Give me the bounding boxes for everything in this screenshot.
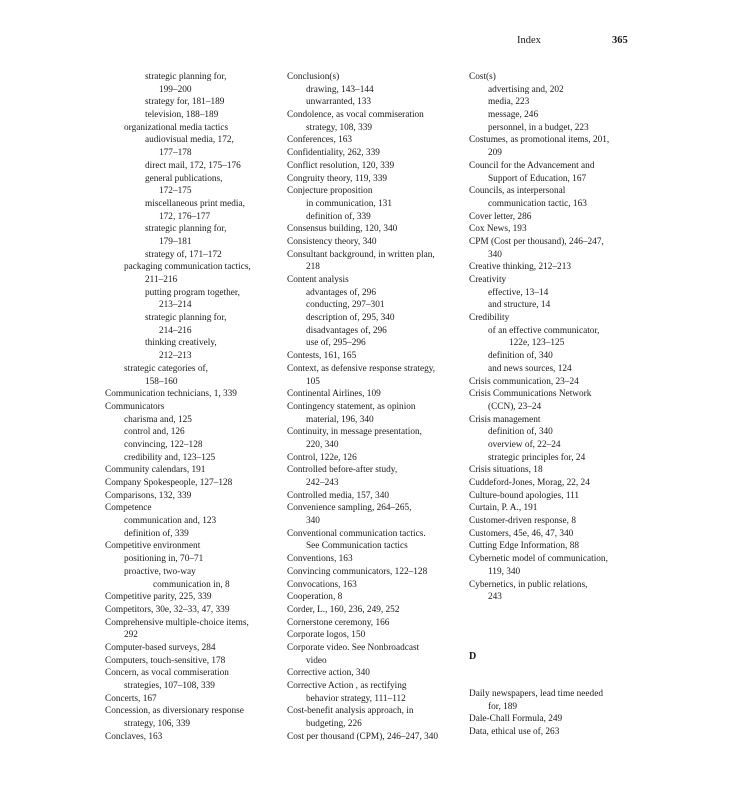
page-number: 365 — [612, 35, 628, 46]
index-entry: drawing, 143–144 — [306, 84, 374, 95]
page-header — [0, 35, 735, 49]
section-letter-d: D — [469, 651, 477, 662]
index-entry: 172, 176–177 — [159, 211, 211, 222]
index-entry: charisma and, 125 — [124, 414, 192, 425]
index-entry: strategic principles for, 24 — [488, 452, 586, 463]
index-entry: 213–214 — [159, 300, 192, 311]
index-entry: budgeting, 226 — [306, 719, 362, 730]
index-entry: Continental Airlines, 109 — [287, 389, 381, 400]
index-entry: Competitive parity, 225, 339 — [105, 592, 212, 603]
index-entry: audiovisual media, 172, — [145, 135, 234, 146]
index-entry: Concerts, 167 — [105, 693, 157, 704]
index-entry: 199–200 — [159, 84, 192, 95]
index-entry: strategic planning for, — [145, 313, 227, 324]
index-entry: 292 — [124, 630, 138, 641]
index-entry: general publications, — [145, 173, 223, 184]
index-entry: Conventions, 163 — [287, 554, 353, 565]
index-entry: Comparisons, 132, 339 — [105, 490, 192, 501]
index-entry: Costumes, as promotional items, 201, — [469, 135, 610, 146]
index-entry: credibility and, 123–125 — [124, 452, 216, 463]
index-entry: Crisis Communications Network — [469, 389, 592, 400]
index-entry: Cox News, 193 — [469, 224, 527, 235]
index-entry: organizational media tactics — [124, 122, 229, 133]
index-entry: Creative thinking, 212–213 — [469, 262, 571, 273]
index-entry: proactive, two-way — [124, 566, 196, 577]
index-entry: Cost-benefit analysis approach, in — [287, 706, 414, 717]
index-entry: Community calendars, 191 — [105, 465, 206, 476]
index-entry: 177–178 — [159, 148, 192, 159]
index-entry: strategy for, 181–189 — [145, 97, 225, 108]
index-entry: strategic planning for, — [145, 72, 227, 82]
index-entry: Contests, 161, 165 — [287, 351, 357, 362]
index-entry: communication and, 123 — [124, 516, 217, 527]
index-entry: Corrective action, 340 — [287, 668, 370, 679]
index-entry: message, 246 — [488, 110, 539, 121]
index-entry: Conferences, 163 — [287, 135, 353, 146]
index-column-3 — [469, 71, 641, 604]
index-column-3-section-d — [469, 688, 641, 739]
index-entry: personnel, in a budget, 223 — [488, 122, 589, 133]
index-entry: Curtain, P. A., 191 — [469, 503, 538, 514]
index-entry: Conventional communication tactics. — [287, 528, 426, 539]
index-column-1 — [105, 71, 273, 743]
index-entry: strategies, 107–108, 339 — [124, 681, 215, 691]
index-entry: Crisis situations, 18 — [469, 465, 543, 476]
index-entry: overview of, 22–24 — [488, 439, 561, 450]
index-entry: definition of, 339 — [306, 211, 371, 222]
index-entry: Company Spokespeople, 127–128 — [105, 478, 233, 488]
index-entry: miscellaneous print media, — [145, 198, 245, 209]
index-entry: Cooperation, 8 — [287, 592, 343, 603]
index-entry: Corporate logos, 150 — [287, 630, 366, 641]
index-entry: 214–216 — [159, 325, 192, 336]
index-entry: See Communication tactics — [306, 541, 408, 552]
index-entry: behavior strategy, 111–112 — [306, 693, 406, 704]
index-entry: unwarranted, 133 — [306, 97, 372, 108]
index-entry: and structure, 14 — [488, 300, 551, 311]
index-entry: conducting, 297–301 — [306, 300, 385, 311]
index-entry: communication in, 8 — [153, 579, 230, 590]
index-entry: Computer-based surveys, 284 — [105, 642, 216, 653]
running-head: Index — [517, 35, 541, 46]
index-entry: Contingency statement, as opinion — [287, 401, 416, 412]
index-entry: Controlled media, 157, 340 — [287, 490, 389, 501]
index-entry: putting program together, — [145, 287, 240, 298]
index-entry: Condolence, as vocal commiseration — [287, 110, 424, 121]
index-entry: definition of, 340 — [488, 351, 553, 362]
index-entry: Concern, as vocal commiseration — [105, 668, 229, 679]
index-entry: and news sources, 124 — [488, 363, 572, 374]
index-entry: strategic categories of, — [124, 363, 208, 374]
index-entry: Councils, as interpersonal — [469, 186, 566, 197]
index-entry: Consistency theory, 340 — [287, 236, 377, 247]
index-entry: Content analysis — [287, 275, 349, 285]
index-entry: Cybernetics, in public relations, — [469, 579, 588, 590]
index-entry: Context, as defensive response strategy, — [287, 363, 436, 374]
index-entry: Controlled before-after study, — [287, 465, 398, 476]
index-entry: advantages of, 296 — [306, 287, 376, 298]
index-entry: (CCN), 23–24 — [488, 401, 542, 412]
index-entry: use of, 295–296 — [306, 338, 366, 349]
index-entry: control and, 126 — [124, 427, 185, 438]
index-entry: Competence — [105, 503, 152, 514]
index-entry: 340 — [306, 516, 320, 527]
index-entry: in communication, 131 — [306, 198, 392, 209]
index-entry: Corporate video. See Nonbroadcast — [287, 642, 420, 653]
index-entry: strategy, 106, 339 — [124, 719, 191, 730]
index-entry: 158–160 — [145, 376, 178, 387]
index-entry: strategic planning for, — [145, 224, 227, 235]
index-entry: Concession, as diversionary response — [105, 706, 244, 717]
index-entry: Cover letter, 286 — [469, 211, 532, 222]
index-entry: Conjecture proposition — [287, 186, 373, 197]
index-entry: positioning in, 70–71 — [124, 554, 204, 565]
index-entry: Crisis communication, 23–24 — [469, 376, 579, 387]
index-entry: Communication technicians, 1, 339 — [105, 389, 237, 400]
index-entry: Dale-Chall Formula, 249 — [469, 714, 563, 725]
index-entry: convincing, 122–128 — [124, 439, 203, 450]
index-entry: 122e, 123–125 — [509, 338, 565, 349]
index-entry: disadvantages of, 296 — [306, 325, 387, 336]
index-entry: 220, 340 — [306, 439, 339, 450]
index-entry: Culture-bound apologies, 111 — [469, 490, 580, 501]
index-entry: Customers, 45e, 46, 47, 340 — [469, 528, 574, 539]
index-entry: 119, 340 — [488, 566, 521, 577]
index-entry: direct mail, 172, 175–176 — [145, 160, 241, 171]
index-entry: video — [306, 655, 327, 666]
index-entry: Creativity — [469, 275, 507, 285]
index-entry: Computers, touch-sensitive, 178 — [105, 655, 226, 666]
index-entry: Data, ethical use of, 263 — [469, 727, 560, 738]
index-entry: Competitors, 30e, 32–33, 47, 339 — [105, 604, 230, 615]
index-column-2 — [287, 71, 459, 743]
index-entry: Council for the Advancement and — [469, 160, 595, 171]
index-entry: Consultant background, in written plan, — [287, 249, 435, 260]
index-entry: Support of Education, 167 — [488, 173, 587, 184]
index-entry: television, 188–189 — [145, 110, 219, 121]
index-entry: 209 — [488, 148, 502, 159]
index-entry: material, 196, 340 — [306, 414, 374, 425]
index-entry: 172–175 — [159, 186, 192, 197]
index-entry: description of, 295, 340 — [306, 313, 395, 324]
index-entry: Convenience sampling, 264–265, — [287, 503, 412, 514]
index-entry: Crisis management — [469, 414, 541, 425]
index-entry: strategy, 108, 339 — [306, 122, 373, 133]
index-entry: definition of, 339 — [124, 528, 189, 539]
index-entry: Daily newspapers, lead time needed — [469, 689, 603, 699]
index-entry: Convincing communicators, 122–128 — [287, 566, 428, 577]
index-entry: 179–181 — [159, 236, 192, 247]
index-entry: Cost(s) — [469, 72, 496, 82]
index-entry: Cornerstone ceremony, 166 — [287, 617, 390, 628]
index-entry: media, 223 — [488, 97, 530, 108]
index-entry: Confidentiality, 262, 339 — [287, 148, 380, 159]
index-entry: 212–213 — [159, 351, 192, 362]
index-entry: 218 — [306, 262, 320, 273]
index-entry: definition of, 340 — [488, 427, 553, 438]
index-entry: for, 189 — [488, 701, 518, 712]
index-entry: Corder, L., 160, 236, 249, 252 — [287, 604, 400, 615]
index-entry: Conflict resolution, 120, 339 — [287, 160, 395, 171]
index-entry: Cuddeford-Jones, Morag, 22, 24 — [469, 478, 590, 488]
index-entry: Customer-driven response, 8 — [469, 516, 576, 527]
index-entry: Convocations, 163 — [287, 579, 357, 590]
index-entry: Cost per thousand (CPM), 246–247, 340 — [287, 731, 439, 742]
index-entry: Cutting Edge Information, 88 — [469, 541, 579, 552]
index-entry: Comprehensive multiple-choice items, — [105, 617, 249, 628]
index-entry: communication tactic, 163 — [488, 198, 587, 209]
index-entry: Control, 122e, 126 — [287, 452, 357, 463]
index-entry: Conclusion(s) — [287, 72, 340, 82]
index-entry: thinking creatively, — [145, 338, 217, 349]
index-entry: 211–216 — [145, 275, 178, 285]
index-entry: 243 — [488, 592, 502, 603]
index-entry: strategy of, 171–172 — [145, 249, 222, 260]
index-entry: Conclaves, 163 — [105, 731, 163, 742]
index-entry: Credibility — [469, 313, 510, 324]
index-entry: Cybernetic model of communication, — [469, 554, 608, 565]
index-entry: 105 — [306, 376, 320, 387]
index-entry: 340 — [488, 249, 502, 260]
index-entry: 242–243 — [306, 478, 339, 488]
index-entry: Communicators — [105, 401, 165, 412]
index-entry: Competitive environment — [105, 541, 201, 552]
index-entry: packaging communication tactics, — [124, 262, 251, 273]
index-entry: of an effective communicator, — [488, 325, 600, 336]
index-entry: Congruity theory, 119, 339 — [287, 173, 388, 184]
index-entry: Consensus building, 120, 340 — [287, 224, 398, 235]
index-entry: CPM (Cost per thousand), 246–247, — [469, 236, 604, 247]
index-entry: advertising and, 202 — [488, 84, 564, 95]
index-entry: Continuity, in message presentation, — [287, 427, 422, 438]
index-entry: Corrective Action , as rectifying — [287, 681, 407, 691]
index-entry: effective, 13–14 — [488, 287, 549, 298]
